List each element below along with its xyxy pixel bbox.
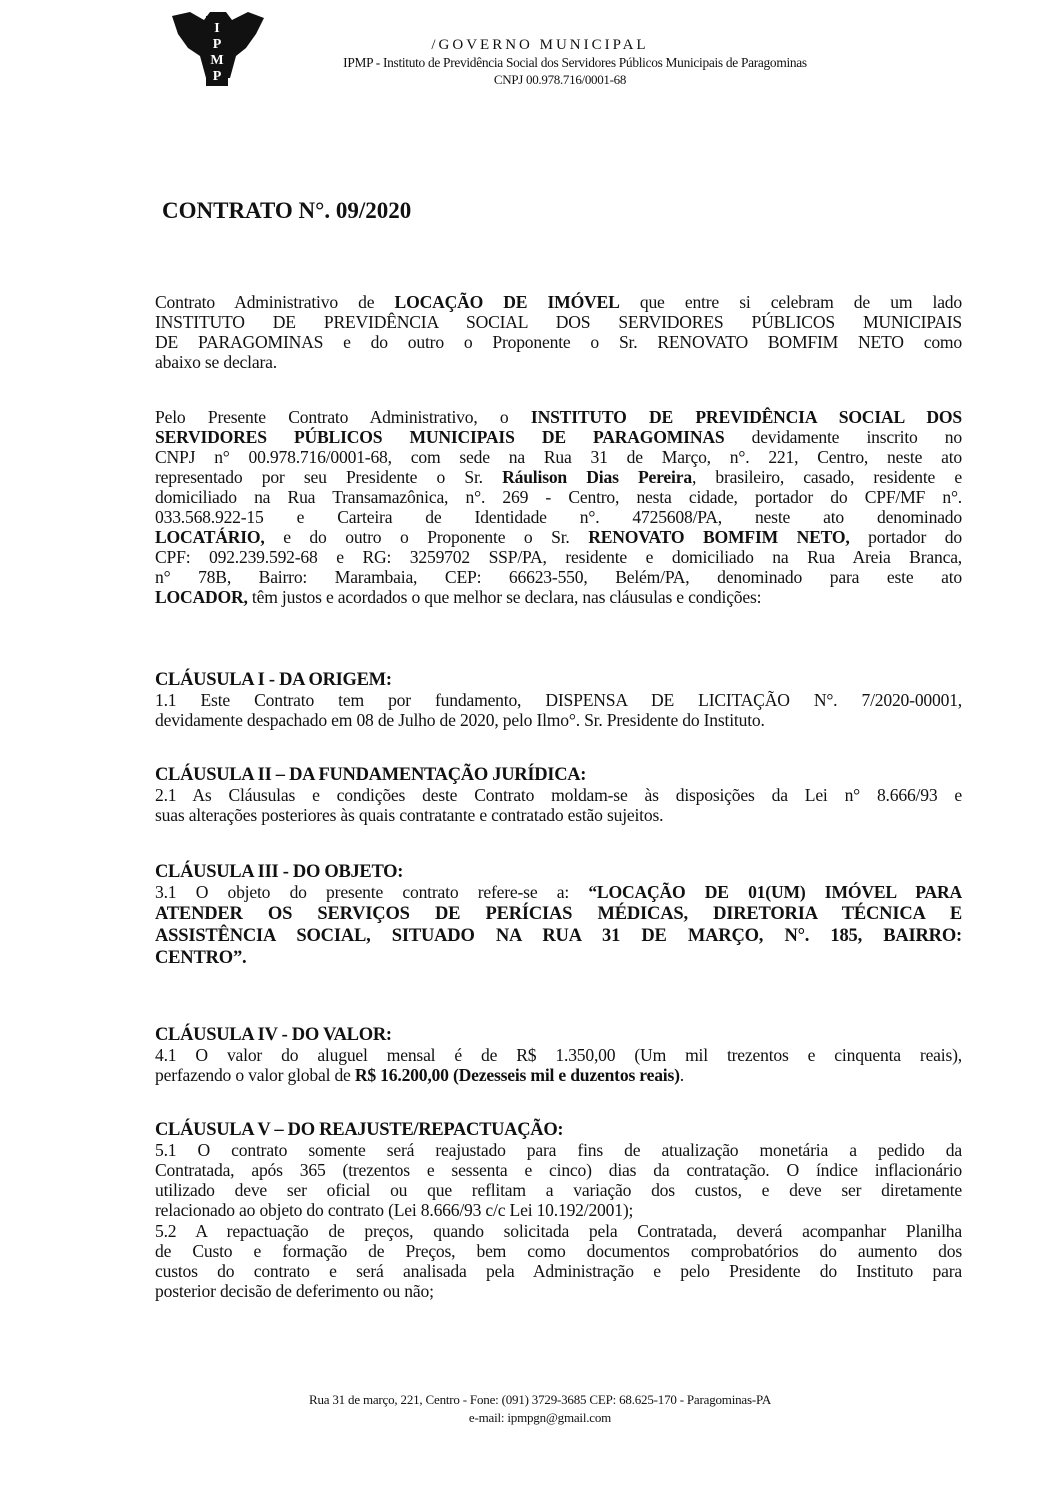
text-line: posterior decisão de deferimento ou não;	[155, 1281, 434, 1301]
text-line: de Custo e formação de Preços, bem como documentos comprobatórios do aumento dos	[155, 1241, 962, 1261]
text-run: que entre si celebram de um lado	[619, 292, 962, 312]
footer-address: Rua 31 de março, 221, Centro - Fone: (091) 3729-3685 CEP: 68.625-170 - Paragominas-PA	[308, 1392, 772, 1407]
text-run: representado por seu Presidente o Sr.	[155, 467, 503, 487]
svg-text:P: P	[212, 69, 222, 84]
bold-text: R$ 16.200,00 (Dezesseis mil e duzentos reais)	[354, 1065, 680, 1085]
svg-text:P: P	[212, 37, 222, 52]
text-run: , brasileiro, casado, residente e	[691, 467, 963, 487]
text-line: custos do contrato e será analisada pela Administração e pelo Presidente do Instituto para	[155, 1261, 962, 1281]
text-line	[155, 427, 962, 447]
bold-text: “LOCAÇÃO DE 01(UM) IMÓVEL PARA	[588, 882, 963, 902]
text-line	[155, 467, 962, 487]
text-line: 033.568.922-15 e Carteira de Identidade n°. 4725608/PA, neste ato denominado	[155, 507, 962, 527]
text-run: 3.1 O objeto do presente contrato refere-se a:	[155, 882, 589, 902]
text-line: 5.1 O contrato somente será reajustado para fins de atualização monetária a pedido da	[155, 1140, 962, 1160]
text-line: 1.1 Este Contrato tem por fundamento, DISPENSA DE LICITAÇÃO N°. 7/2020-00001,	[155, 690, 962, 710]
text-line	[155, 407, 962, 427]
text-line: INSTITUTO DE PREVIDÊNCIA SOCIAL DOS SERVIDORES PÚBLICOS MUNICIPAIS	[155, 312, 962, 332]
clause-heading: CLÁUSULA IV - DO VALOR:	[155, 1025, 392, 1045]
text-run: e do outro o Proponente o Sr.	[264, 527, 589, 547]
text-line: 4.1 O valor do aluguel mensal é de R$ 1.350,00 (Um mil trezentos e cinquenta reais),	[155, 1045, 962, 1065]
text-line: utilizado deve ser oficial ou que reflitam a variação dos custos, e deve ser diretamente	[155, 1180, 962, 1200]
text-line: devidamente despachado em 08 de Julho de 2020, pelo Ilmo°. Sr. Presidente do Instituto.	[155, 710, 765, 730]
clause-heading: CLÁUSULA III - DO OBJETO:	[155, 862, 404, 882]
text-line: DE PARAGOMINAS e do outro o Proponente o Sr. RENOVATO BOMFIM NETO como	[155, 332, 962, 352]
text-line: Contratada, após 365 (trezentos e sessenta e cinco) dias da contratação. O índice inflacionário	[155, 1160, 962, 1180]
text-line	[155, 882, 962, 902]
text-line: 5.2 A repactuação de preços, quando solicitada pela Contratada, deverá acompanhar Planilha	[155, 1221, 962, 1241]
bold-text: RENOVATO BOMFIM NETO,	[588, 527, 850, 547]
text-line: CPF: 092.239.592-68 e RG: 3259702 SSP/PA, residente e domiciliado na Rua Areia Branca,	[155, 547, 962, 567]
text-line: CENTRO”.	[155, 948, 247, 968]
text-line: n° 78B, Bairro: Marambaia, CEP: 66623-550, Belém/PA, denominado para este ato	[155, 567, 962, 587]
text-run: têm justos e acordados o que melhor se declara, nas cláusulas e condições:	[247, 587, 762, 607]
bold-text: INSTITUTO DE PREVIDÊNCIA SOCIAL DOS	[530, 407, 962, 427]
text-run: devidamente inscrito no	[724, 427, 962, 447]
text-line: relacionado ao objeto do contrato (Lei 8.666/93 c/c Lei 10.192/2001);	[155, 1200, 634, 1220]
institute-cnpj: CNPJ 00.978.716/0001-68	[493, 72, 627, 87]
text-line	[155, 292, 962, 312]
ipmp-logo	[170, 8, 266, 88]
text-line: abaixo se declara.	[155, 352, 277, 372]
text-line	[155, 587, 962, 607]
clause-heading: CLÁUSULA I - DA ORIGEM:	[155, 670, 392, 690]
text-line: ATENDER OS SERVIÇOS DE PERÍCIAS MÉDICAS, DIRETORIA TÉCNICA E	[155, 904, 962, 924]
contract-title: CONTRATO N°. 09/2020	[162, 198, 412, 223]
bold-text: LOCAÇÃO DE IMÓVEL	[394, 292, 620, 312]
bold-text: Ráulison Dias Pereira	[502, 467, 692, 487]
text-run: .	[679, 1065, 684, 1085]
bold-text: SERVIDORES PÚBLICOS MUNICIPAIS DE PARAGOMINAS	[155, 427, 725, 447]
clause-heading: CLÁUSULA V – DO REAJUSTE/REPACTUAÇÃO:	[155, 1120, 564, 1140]
text-line	[155, 527, 962, 547]
text-line: CNPJ n° 00.978.716/0001-68, com sede na Rua 31 de Março, n°. 221, Centro, neste ato	[155, 447, 962, 467]
text-line: domiciliado na Rua Transamazônica, n°. 269 - Centro, nesta cidade, portador do CPF/MF n°.	[155, 487, 962, 507]
text-run: perfazendo o valor global de	[155, 1065, 355, 1085]
svg-text:I: I	[214, 21, 220, 36]
svg-text:M: M	[210, 53, 224, 68]
text-line: 2.1 As Cláusulas e condições deste Contrato moldam-se às disposições da Lei n° 8.666/93 e	[155, 785, 962, 805]
bold-text: LOCADOR,	[155, 587, 248, 607]
text-run: portador do	[849, 527, 962, 547]
text-run: Pelo Presente Contrato Administrativo, o	[155, 407, 531, 427]
text-run: Contrato Administrativo de	[155, 292, 395, 312]
text-line: suas alterações posteriores às quais contratante e contratado estão sujeitos.	[155, 805, 664, 825]
text-line: ASSISTÊNCIA SOCIAL, SITUADO NA RUA 31 DE MARÇO, N°. 185, BAIRRO:	[155, 926, 962, 946]
institute-name: IPMP - Instituto de Previdência Social dos Servidores Públicos Municipais de Paragominas	[343, 55, 807, 70]
government-heading: /GOVERNO MUNICIPAL	[431, 37, 649, 53]
clause-heading: CLÁUSULA II – DA FUNDAMENTAÇÃO JURÍDICA:	[155, 765, 587, 785]
footer-email: e-mail: ipmpgn@gmail.com	[468, 1410, 612, 1425]
text-line	[155, 1065, 962, 1085]
bold-text: LOCATÁRIO,	[155, 527, 265, 547]
